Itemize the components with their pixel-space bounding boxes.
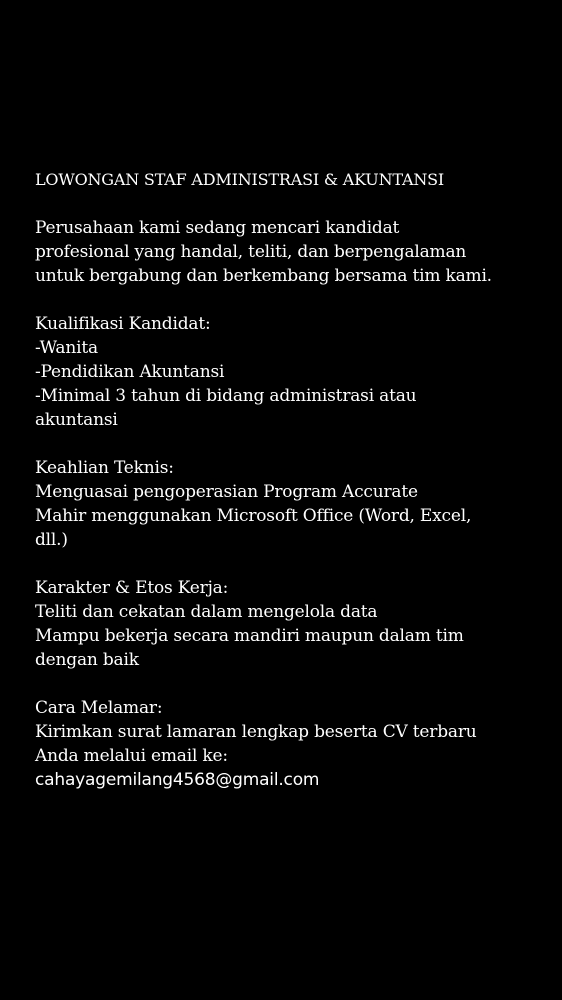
apply-heading: Cara Melamar:: [35, 698, 163, 718]
posting-title: LOWONGAN STAF ADMINISTRASI & AKUNTANSI: [35, 170, 445, 189]
character-section: [35, 576, 550, 672]
skills-section: [35, 456, 550, 552]
character-heading: Karakter & Etos Kerja:: [35, 578, 229, 598]
skill-item: Menguasai pengoperasian Program Accurate: [35, 482, 418, 502]
intro-line: Perusahaan kami sedang mencari kandidat: [35, 218, 400, 238]
skill-item: dll.): [35, 530, 68, 550]
qualification-item: -Pendidikan Akuntansi: [35, 362, 225, 382]
intro-section: [35, 216, 550, 288]
apply-email: cahayagemilang4568@gmail.com: [35, 770, 320, 790]
apply-section: [35, 696, 550, 792]
intro-line: untuk bergabung dan berkembang bersama tim kami.: [35, 266, 492, 286]
apply-item: Anda melalui email ke:: [35, 746, 228, 766]
character-item: Teliti dan cekatan dalam mengelola data: [35, 602, 378, 622]
skill-item: Mahir menggunakan Microsoft Office (Word, Excel,: [35, 506, 472, 526]
character-item: dengan baik: [35, 650, 139, 670]
qualification-item: akuntansi: [35, 410, 118, 430]
job-posting: [35, 168, 550, 816]
apply-item: Kirimkan surat lamaran lengkap beserta CV terbaru: [35, 722, 477, 742]
intro-line: profesional yang handal, teliti, dan berpengalaman: [35, 242, 467, 262]
qualifications-section: [35, 312, 550, 432]
qualification-item: -Wanita: [35, 338, 98, 358]
character-item: Mampu bekerja secara mandiri maupun dalam tim: [35, 626, 464, 646]
qualification-item: -Minimal 3 tahun di bidang administrasi atau: [35, 386, 417, 406]
skills-heading: Keahlian Teknis:: [35, 458, 174, 478]
qualifications-heading: Kualifikasi Kandidat:: [35, 314, 211, 334]
